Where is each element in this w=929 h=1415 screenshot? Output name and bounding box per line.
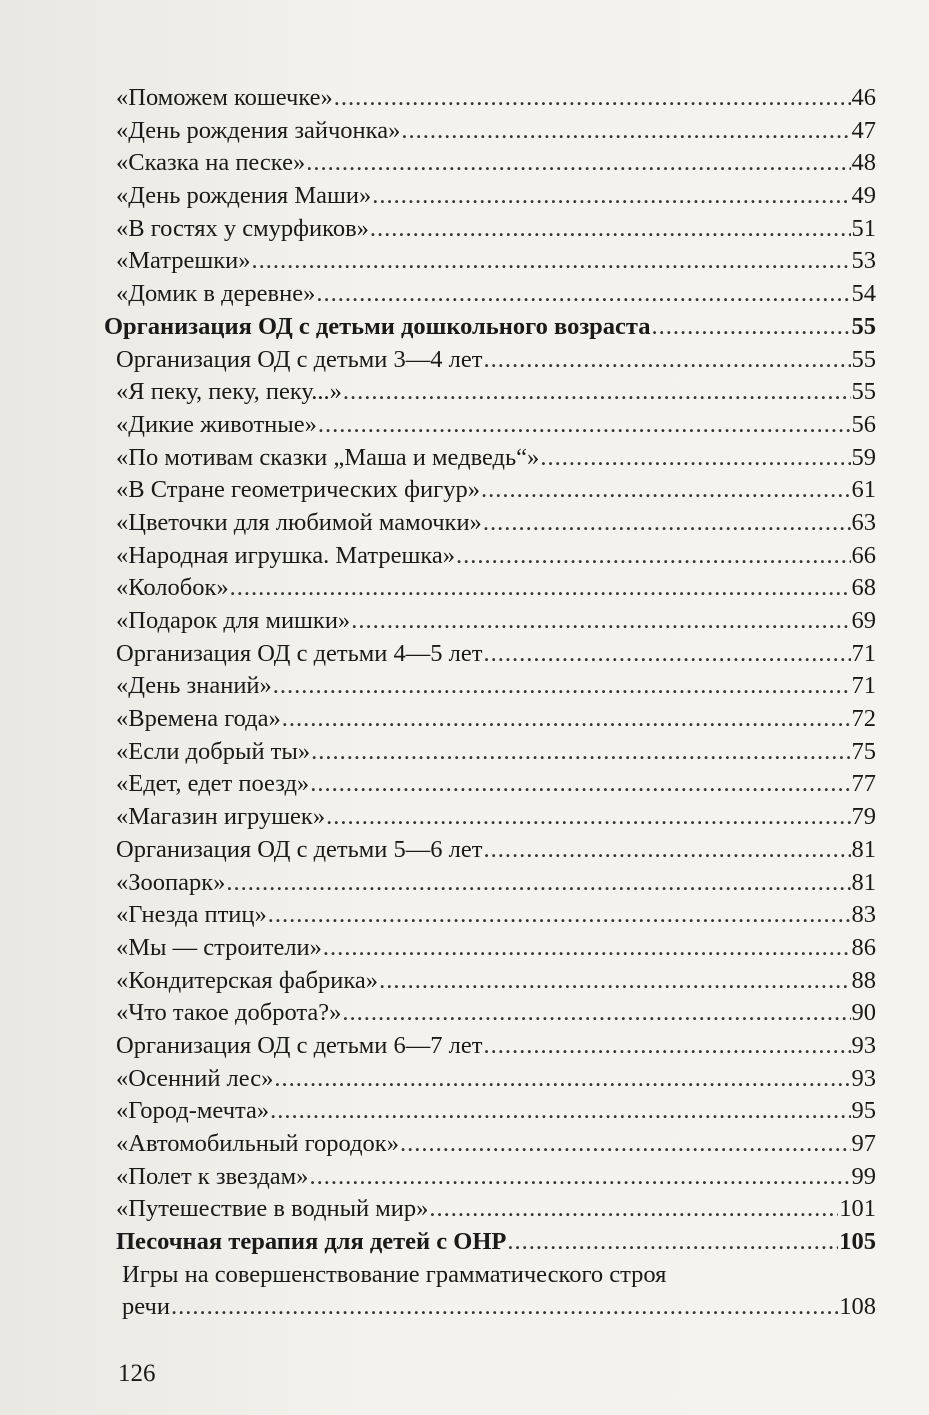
toc-section [104,1226,876,1259]
dot-leader [273,670,851,703]
dot-leader [429,1193,838,1226]
toc-entry-page: 46 [851,84,876,111]
toc-entry-title: «Народная игрушка. Матрешка» [116,541,455,569]
toc-entry [104,736,876,769]
toc-entry-page: 55 [851,312,876,340]
toc-entry-page: 71 [851,672,876,700]
toc-entry-title: Организация ОД с детьми 3—4 лет [116,345,483,373]
toc-entry-title: «По мотивам сказки „Маша и медведь“» [116,443,540,471]
toc-entry-page: 81 [851,835,876,863]
toc-entry-page: 63 [851,508,876,536]
toc-entry-title: «Кондитерская фабрика» [116,966,379,994]
dot-leader [342,997,850,1030]
dot-leader [370,213,851,246]
toc-entry [104,376,876,409]
toc-entry-page: 68 [851,574,876,602]
toc-entry-title: Организация ОД с детьми 5—6 лет [116,835,483,863]
toc-entry [104,245,876,278]
toc-entry-title: «Магазин игрушек» [116,803,326,831]
dot-leader [379,965,850,998]
toc-entry [104,834,876,867]
toc-entry [104,442,876,475]
dot-leader [351,605,850,638]
toc-entry-title: «День знаний» [116,672,272,700]
dot-leader [326,801,850,834]
toc-entry [104,1291,876,1324]
toc-entry-page: 105 [839,1228,876,1256]
toc-entry-title: «Подарок для мишки» [116,607,351,634]
toc-entry-page: 97 [851,1130,876,1157]
toc-entry-title: «Поможем кошечке» [116,84,333,111]
toc-entry-page: 56 [851,410,876,438]
dot-leader [483,638,850,671]
table-of-contents [104,82,876,1324]
dot-leader [540,442,850,475]
toc-entry-page: 93 [851,1064,876,1092]
toc-entry [104,1161,876,1194]
toc-entry-title: «Осенний лес» [116,1064,274,1092]
toc-entry [104,409,876,442]
toc-entry-page: 51 [851,214,876,242]
toc-entry-page: 88 [851,966,876,994]
toc-entry [104,997,876,1030]
toc-entry-title: «Дикие животные» [116,410,317,438]
toc-entry [104,965,876,998]
toc-entry-title: Игры на совершенствование грамматического строя [122,1260,667,1288]
toc-entry [104,638,876,671]
toc-entry [104,801,876,834]
dot-leader [483,834,850,867]
toc-entry-page: 66 [851,541,876,569]
dot-leader [282,703,851,736]
toc-entry [104,605,876,638]
toc-entry-title: «Матрешки» [116,247,251,275]
toc-entry-title: «День рождения зайчонка» [116,116,401,144]
dot-leader [334,82,851,115]
toc-entry [104,180,876,213]
toc-entry-page: 49 [851,182,876,210]
dot-leader [268,899,851,932]
dot-leader [230,572,851,605]
toc-entry-page: 54 [851,280,876,308]
toc-entry-title: «Я пеку, пеку, пеку...» [116,378,342,406]
toc-entry-title: речи [122,1293,170,1321]
toc-entry-page: 48 [851,149,876,177]
toc-section [104,311,876,344]
toc-entry-page: 95 [851,1097,876,1125]
toc-entry-page: 101 [839,1195,876,1223]
toc-entry [104,540,876,573]
toc-entry-page: 72 [851,705,876,733]
toc-entry-title: «Если добрый ты» [116,737,311,765]
dot-leader [318,409,851,442]
toc-entry [104,703,876,736]
dot-leader [311,736,850,769]
toc-entry-title: Организация ОД с детьми 4—5 лет [116,639,483,667]
toc-entry [104,1063,876,1096]
dot-leader [401,115,850,148]
toc-entry [104,344,876,377]
dot-leader [652,311,851,344]
dot-leader [270,1095,850,1128]
toc-entry-title: «Полет к звездам» [116,1162,309,1190]
toc-entry-title: «Колобок» [116,574,229,602]
toc-entry-page: 93 [851,1031,876,1059]
dot-leader [483,344,850,377]
toc-entry-title: «Гнезда птиц» [116,901,267,929]
toc-entry-page: 108 [839,1293,876,1321]
toc-entry-page: 77 [851,770,876,798]
toc-entry-title: «В Стране геометрических фигур» [116,476,480,504]
toc-entry-title: Песочная терапия для детей с ОНР [116,1228,507,1256]
toc-entry [104,213,876,246]
dot-leader [316,278,850,311]
toc-entry-title: «Город-мечта» [116,1097,270,1125]
page-number: 126 [118,1360,156,1387]
toc-entry [104,1259,876,1292]
toc-entry-title: «Путешествие в водный мир» [116,1195,429,1223]
toc-entry-title: «Времена года» [116,705,281,733]
toc-entry-title: «Едет, едет поезд» [116,770,310,798]
dot-leader [400,1128,851,1161]
toc-entry [104,867,876,900]
toc-entry-title: «День рождения Маши» [116,182,372,210]
toc-entry [104,768,876,801]
toc-entry-title: «Цветочки для любимой мамочки» [116,508,482,536]
toc-entry-page: 61 [851,476,876,504]
dot-leader [343,376,851,409]
toc-entry-title: «Домик в деревне» [116,280,316,308]
dot-leader [483,507,851,540]
toc-entry-page: 75 [851,737,876,765]
dot-leader [309,1161,850,1194]
toc-entry-page: 71 [851,639,876,667]
toc-entry [104,474,876,507]
toc-entry [104,932,876,965]
dot-leader [481,474,851,507]
toc-entry [104,670,876,703]
toc-entry-page: 59 [851,443,876,471]
dot-leader [226,867,850,900]
toc-entry-page: 81 [851,868,876,896]
toc-entry-title: «Мы — строители» [116,933,322,961]
toc-entry-title: «Автомобильный городок» [116,1130,399,1157]
toc-entry-page: 55 [851,378,876,406]
dot-leader [274,1063,850,1096]
toc-entry [104,115,876,148]
dot-leader [310,768,850,801]
dot-leader [372,180,850,213]
toc-entry-page: 47 [851,116,876,144]
toc-entry-page: 83 [851,901,876,929]
toc-entry-title: «Зоопарк» [116,868,226,896]
toc-entry-page: 69 [851,607,876,634]
dot-leader [456,540,851,573]
toc-entry [104,1095,876,1128]
toc-entry-title: «Сказка на песке» [116,149,306,177]
toc-entry [104,278,876,311]
dot-leader [507,1226,838,1259]
dot-leader [252,245,851,278]
toc-entry-page: 86 [851,933,876,961]
toc-entry-page: 99 [851,1162,876,1190]
toc-entry-title: Организация ОД с детьми 6—7 лет [116,1031,483,1059]
toc-entry [104,507,876,540]
toc-entry [104,147,876,180]
toc-entry [104,899,876,932]
toc-entry [104,1128,876,1161]
dot-leader [483,1030,850,1063]
toc-entry-page: 79 [851,803,876,831]
dot-leader [323,932,851,965]
toc-entry [104,572,876,605]
toc-entry [104,82,876,115]
toc-entry-page: 55 [851,345,876,373]
toc-entry-page: 53 [851,247,876,275]
toc-entry-title: Организация ОД с детьми дошкольного возраста [104,312,651,340]
toc-entry [104,1193,876,1226]
toc-entry-page: 90 [851,999,876,1027]
dot-leader [171,1291,838,1324]
toc-entry-title: «Что такое доброта?» [116,999,342,1027]
dot-leader [306,147,850,180]
toc-entry [104,1030,876,1063]
toc-entry-title: «В гостях у смурфиков» [116,214,369,242]
